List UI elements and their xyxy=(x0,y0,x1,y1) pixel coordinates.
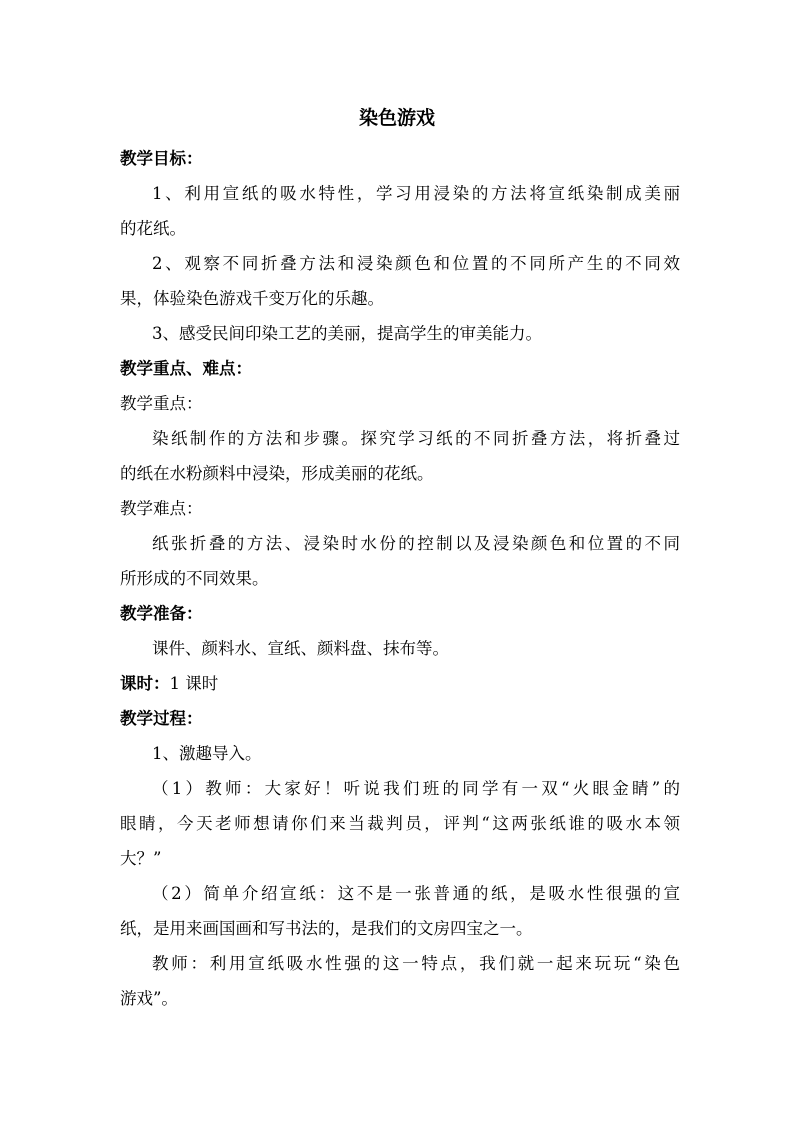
difficult-points-line-2: 所形成的不同效果。 xyxy=(120,569,269,588)
teacher-line-2: 游戏”。 xyxy=(120,989,178,1008)
heading-objectives: 教学目标： xyxy=(120,149,203,168)
key-points-line-1: 染纸制作的方法和步骤。探究学习纸的不同折叠方法，将折叠过 xyxy=(152,429,680,448)
process-1-1-line-1: （1）教师：大家好！听说我们班的同学有一双“火眼金睛”的 xyxy=(152,779,680,798)
process-1-1-line-3: 大？” xyxy=(120,849,162,868)
preparation-items: 课件、颜料水、宣纸、颜料盘、抹布等。 xyxy=(152,639,449,658)
process-1-2-line-2: 纸，是用来画国画和写书法的，是我们的文房四宝之一。 xyxy=(120,919,533,938)
heading-process: 教学过程： xyxy=(120,709,203,728)
objective-2-line-1: 2、观察不同折叠方法和浸染颜色和位置的不同所产生的不同效 xyxy=(152,254,680,273)
subheading-difficult-points: 教学难点： xyxy=(120,499,203,518)
process-1-2-line-1: （2）简单介绍宣纸：这不是一张普通的纸，是吸水性很强的宣 xyxy=(152,884,680,903)
process-step-1: 1、激趣导入。 xyxy=(152,744,262,763)
subheading-key-points: 教学重点： xyxy=(120,394,203,413)
document-title: 染色游戏 xyxy=(358,107,435,129)
objective-1-line-1: 1、利用宣纸的吸水特性，学习用浸染的方法将宣纸染制成美丽 xyxy=(152,184,680,203)
heading-preparation: 教学准备： xyxy=(120,604,203,623)
class-hours-label: 课时： xyxy=(120,674,170,693)
objective-2-line-2: 果，体验染色游戏千变万化的乐趣。 xyxy=(120,289,384,308)
teacher-line-1: 教师：利用宣纸吸水性强的这一特点，我们就一起来玩玩“染色 xyxy=(152,954,680,973)
class-hours-line xyxy=(120,670,680,698)
key-points-line-2: 的纸在水粉颜料中浸染，形成美丽的花纸。 xyxy=(120,464,434,483)
objective-1-line-2: 的花纸。 xyxy=(120,219,186,238)
objective-3: 3、感受民间印染工艺的美丽，提高学生的审美能力。 xyxy=(152,324,542,343)
heading-key-difficult: 教学重点、难点： xyxy=(120,359,252,378)
process-1-1-line-2: 眼睛，今天老师想请你们来当裁判员，评判“这两张纸谁的吸水本领 xyxy=(120,814,680,833)
difficult-points-line-1: 纸张折叠的方法、浸染时水份的控制以及浸染颜色和位置的不同 xyxy=(152,534,680,553)
class-hours-value: 1 课时 xyxy=(169,674,219,693)
